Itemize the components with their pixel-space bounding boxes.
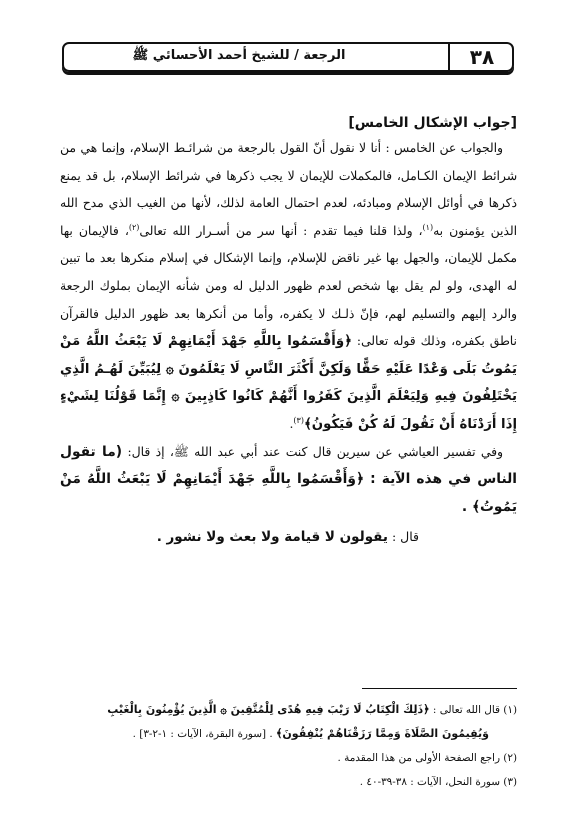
page-header bbox=[62, 42, 514, 76]
answer-lead: قال : bbox=[387, 529, 419, 545]
paragraph-text: وفي تفسير العياشي عن سيرين قال كنت عند أبي عبد الله ﷺ، إذ قال: bbox=[122, 444, 503, 459]
footnote-number: (١) bbox=[503, 704, 517, 716]
footnote-1 bbox=[60, 698, 517, 722]
footnote-reference: . [سورة البقرة، الآيات : ١-٢-٣] . bbox=[132, 728, 276, 740]
paragraph-text: والجواب عن الخامس : أنا لا نقول أنّ القول بالرجعة من شرائـط الإسلام، وإنما هي من شرائط الإيمان الكـامل، فالمكملات للإيمان لا يجب ذكرها في شرائط الإسلام، بل قد يمنع ذكرها في أوائل الإسلام ومبادئه، لعدم احتمال العامة لذلك، لأنها من الغيب الذي مدح الله الذين يؤمنون به bbox=[60, 141, 517, 238]
section-heading: [جواب الإشكال الخامس] bbox=[348, 115, 517, 131]
footnote-3 bbox=[60, 770, 517, 794]
footnotes bbox=[60, 698, 517, 794]
quran-verse: ﴿وَأَقْسَمُوا بِاللَّهِ جَهْدَ أَيْمَانِهِمْ لَا يَبْعَثُ اللَّهُ مَنْ يَمُوتُ بَلَى وَعْدًا عَلَيْهِ حَقًّا وَلَكِنَّ أَكْثَرَ النَّاسِ لَا يَعْلَمُونَ ۞ لِيُبَيِّنَ لَهُـمُ الَّذِي يَخْتَلِفُونَ فِيهِ وَلِيَعْلَمَ الَّذِينَ كَفَرُوا أَنَّهُمْ كَانُوا كَاذِبِينَ ۞ إِنَّمَا قَوْلُنَا لِشَيْءٍ إِذَا أَرَدْنَاهُ أَنْ نَقُولَ لَهُ كُنْ فَيَكُونُ﴾ bbox=[60, 334, 517, 432]
paragraph-answer bbox=[60, 135, 517, 439]
page-number: ٣٨ bbox=[469, 45, 495, 69]
footnote-ref-3: (٣) bbox=[293, 415, 304, 425]
paragraph-text: ، ولذا قلنا فيما تقدم : أنها سر من أسـرار الله تعالى bbox=[139, 223, 423, 238]
footnote-ref-2: (٢) bbox=[128, 222, 140, 232]
quoted-question: (ما تقول الناس في هذه الآية : ﴿وَأَقْسَمُوا بِاللَّهِ جَهْدَ أَيْمَانِهِمْ لَا يَبْعَثُ اللَّهُ مَنْ يَمُوتُ﴾ . bbox=[60, 443, 517, 515]
footnote-1-continued bbox=[60, 722, 517, 746]
footnote-number: (٢) bbox=[503, 752, 517, 764]
paragraph-tafsir bbox=[60, 439, 517, 522]
answer-text: يقولون لا قيامة ولا بعث ولا نشور . bbox=[156, 529, 388, 546]
footnote-number: (٣) bbox=[503, 776, 517, 788]
answer-line bbox=[60, 523, 517, 551]
footnote-text: قال الله تعالى : bbox=[429, 704, 500, 716]
footnote-ref-1: (١) bbox=[422, 222, 434, 232]
footnote-text: سورة النحل، الآيات : ٣٨-٣٩-٤٠ . bbox=[359, 776, 500, 788]
footnote-2 bbox=[60, 746, 517, 770]
main-text bbox=[60, 115, 517, 551]
footnote-verse: ﴿ذَلِكَ الْكِتَابُ لَا رَيْبَ فِيهِ هُدًى لِلْمُتَّقِينَ ۞ الَّذِينَ يُؤْمِنُونَ بِالْغَيْبِ bbox=[107, 703, 430, 716]
footnote-separator bbox=[362, 688, 517, 689]
running-title: الرجعة / للشيخ أحمد الأحسائي ﷺ bbox=[132, 48, 346, 63]
paragraph-end: . bbox=[289, 416, 294, 431]
footnote-verse: وَيُقِيمُونَ الصَّلَاةَ وَمِمَّا رَزَقْنَاهُمْ يُنْفِقُونَ﴾ bbox=[275, 727, 489, 740]
footnote-text: راجع الصفحة الأولى من هذا المقدمة . bbox=[337, 752, 500, 764]
paragraph-text: ، فالإيمان بها مكمل للإيمان، والجهل بها غير ناقض للإسلام، وإنما الإشكال في إسلام منكرها بعد ما تبين له الهدى، ولو لم يقل بها شخص لعدم ظهور الدليل له ومن شأنه الإيمان بملوك الرجعة والرد إليهم والتسليم لهم، فإنّ ذلـك لا يكفره، وأما من أنكرها بعد ظهور الدليل فالقرآن ناطق بكفره، وذلك قوله تعالى: bbox=[60, 223, 517, 349]
